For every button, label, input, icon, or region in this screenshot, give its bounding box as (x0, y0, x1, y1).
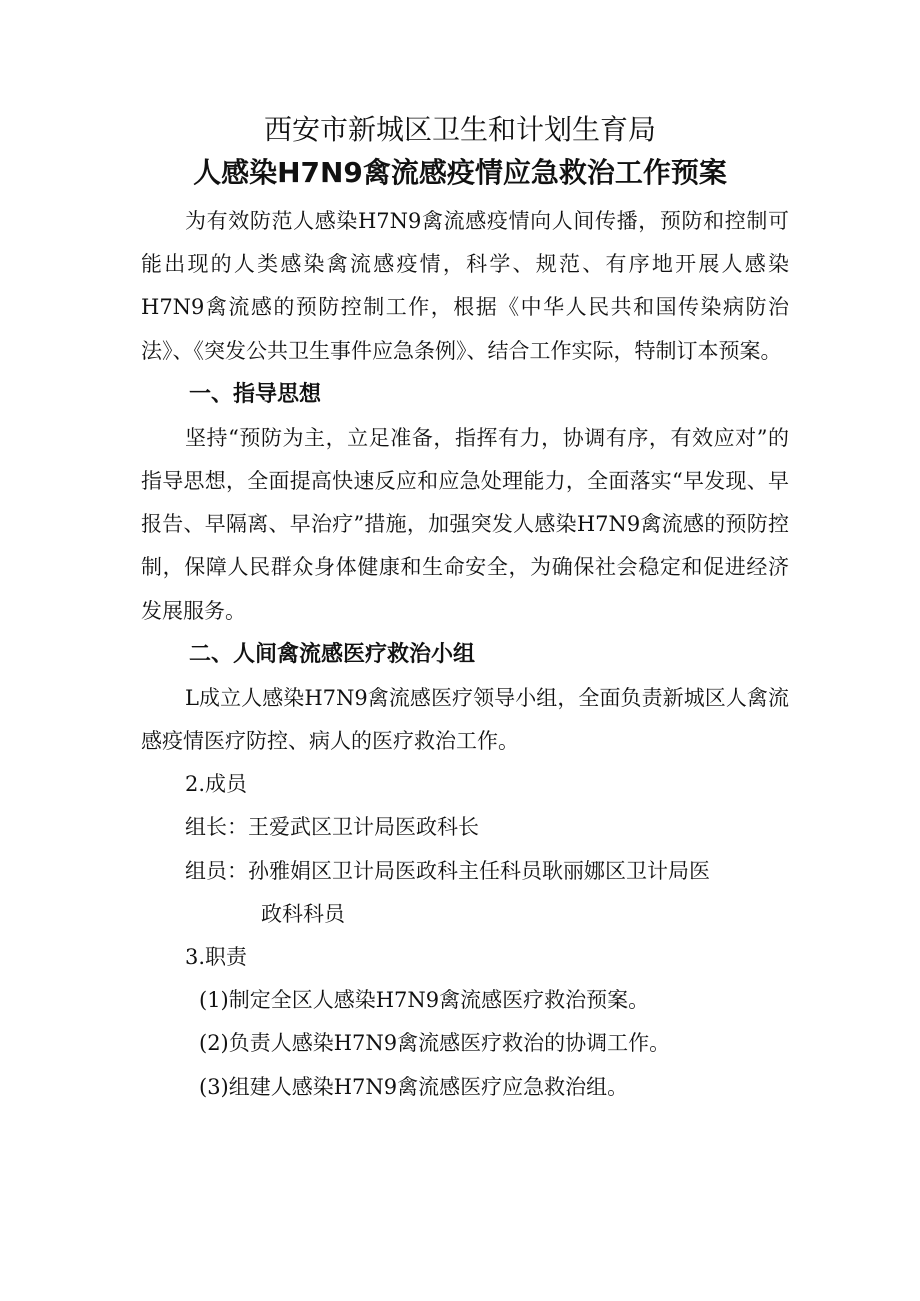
duty-item-1: (1)制定全区人感染H7N9禽流感医疗救治预案。 (199, 988, 650, 1013)
section2-item3-duties: 3.职责 (185, 945, 248, 970)
duty-item-3: (3)组建人感染H7N9禽流感医疗应急救治组。 (199, 1074, 629, 1099)
document-title-line2: 人感染H7N9禽流感疫情应急救治工作预案 (193, 156, 727, 189)
group-members-entry (141, 850, 789, 936)
document-title-line1: 西安市新城区卫生和计划生育局 (263, 113, 656, 146)
section2-heading: 二、人间禽流感医疗救治小组 (189, 641, 476, 667)
section1-paragraph: 坚持“预防为主，立足准备，指挥有力，协调有序，有效应对”的指导思想，全面提高快速反应和应急处理能力，全面落实“早发现、早报告、早隔离、早治疗”措施，加强突发人感染H7N9禽流感的预防控制，保障人民群众身体健康和生命安全，为确保社会稳定和促进经济发展服务。 (141, 425, 789, 623)
section2-item1: L成立人感染H7N9禽流感医疗领导小组，全面负责新城区人禽流感疫情医疗防控、病人的医疗救治工作。 (141, 685, 789, 754)
section2-item2-members: 2.成员 (185, 772, 248, 797)
section1-heading: 一、指导思想 (189, 381, 322, 407)
group-members-line1: 组员：孙雅娟区卫计局医政科主任科员耿丽娜区卫计局医 (185, 858, 710, 883)
intro-paragraph: 为有效防范人感染H7N9禽流感疫情向人间传播，预防和控制可能出现的人类感染禽流感疫情，科学、规范、有序地开展人感染H7N9禽流感的预防控制工作，根据《中华人民共和国传染病防治法》、《突发公共卫生事件应急条例》、结合工作实际，特制订本预案。 (141, 209, 789, 363)
group-leader-line: 组长：王爱武区卫计局医政科长 (185, 815, 479, 840)
group-members-line2: 政科科员 (261, 901, 345, 926)
document-body (141, 200, 789, 1109)
duty-item-2: (2)负责人感染H7N9禽流感医疗救治的协调工作。 (199, 1031, 671, 1056)
